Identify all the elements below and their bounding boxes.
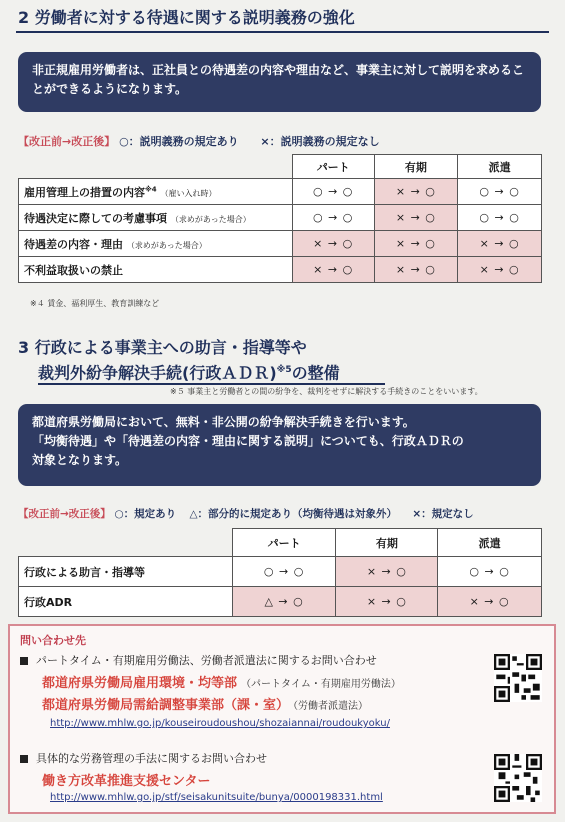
row-label: 行政による助言・指導等: [19, 557, 233, 587]
contact-org-1: 都道府県労働局雇用環境・均等部 （パートタイム・有期雇用労働法）: [42, 676, 401, 691]
section2-table: [18, 154, 542, 283]
table-cell: △ → ○: [232, 587, 336, 617]
section2-legend: [18, 133, 380, 149]
col-header-haken: 派遣: [458, 155, 542, 179]
legend-bracket: 【改正前→改正後】: [18, 508, 111, 520]
section2-summary-box: 非正規雇用労働者は、正社員との待遇差の内容や理由など、事業主に対して説明を求めることができるようになります。: [18, 52, 541, 112]
table-cell: × → ○: [336, 557, 438, 587]
row-label: 不利益取扱いの禁止: [19, 257, 293, 283]
footnote-4: ※４ 賃金、福利厚生、教育訓練など: [30, 299, 160, 308]
table-cell: × → ○: [374, 231, 458, 257]
section2-title: 2 労働者に対する待遇に関する説明義務の強化: [18, 8, 355, 27]
legend-bracket: 【改正前→改正後】: [18, 135, 116, 148]
contact-item-2: 具体的な労務管理の手法に関するお問い合わせ: [20, 750, 267, 766]
legend-mark-cross: ×：規定なし: [412, 508, 474, 520]
table-cell: ○ → ○: [458, 179, 542, 205]
legend-mark-cross: ×：説明義務の規定なし: [260, 135, 380, 148]
contact-org-2: 都道府県労働局需給調整事業部（課・室） （労働者派遣法）: [42, 698, 369, 713]
bullet-square-icon: [20, 657, 28, 665]
contact-org-3: 働き方改革推進支援センター: [42, 774, 211, 789]
table-row: [19, 557, 542, 587]
table-row: [19, 231, 542, 257]
section3-summary-box: [18, 404, 541, 486]
col-header-part: パート: [292, 155, 374, 179]
qr-code-icon[interactable]: [494, 754, 542, 802]
row-label: 待遇差の内容・理由 （求めがあった場合）: [19, 231, 293, 257]
box-line: 対象となります。: [32, 453, 128, 467]
table-cell: ○ → ○: [438, 557, 542, 587]
qr-code-icon[interactable]: [494, 654, 542, 702]
contact-title: 問い合わせ先: [20, 634, 86, 647]
box-line: 都道府県労働局において、無料・非公開の紛争解決手続きを行います。: [32, 415, 415, 429]
col-header-yuki: 有期: [374, 155, 458, 179]
table-row: [19, 179, 542, 205]
section3-table: [18, 528, 542, 617]
contact-item-1: パートタイム・有期雇用労働法、労働者派遣法に関するお問い合わせ: [20, 652, 377, 668]
table-cell: × → ○: [336, 587, 438, 617]
legend-mark-triangle: △：部分的に規定あり（均衡待遇は対象外）: [189, 508, 398, 520]
table-cell: × → ○: [374, 179, 458, 205]
table-row: [19, 205, 542, 231]
col-header-haken: 派遣: [438, 529, 542, 557]
contact-link-2[interactable]: http://www.mhlw.go.jp/stf/seisakunitsuite/bunya/0000198331.html: [50, 792, 383, 803]
section2-underline: [16, 31, 549, 33]
table-cell: ○ → ○: [292, 179, 374, 205]
row-label: 待遇決定に際しての考慮事項 （求めがあった場合）: [19, 205, 293, 231]
section3-title-line2: 裁判外紛争解決手続(行政ＡＤＲ)$^{※5}$の整備: [38, 363, 340, 383]
table-cell: ○ → ○: [292, 205, 374, 231]
contact-box: [8, 624, 556, 814]
bullet-square-icon: [20, 755, 28, 763]
box-line: 「均衡待遇」や「待遇差の内容・理由に関する説明」についても、行政ＡＤＲの: [32, 434, 464, 448]
contact-link-1[interactable]: http://www.mhlw.go.jp/kouseiroudoushou/shozaiannai/roudoukyoku/: [50, 718, 390, 729]
col-header-yuki: 有期: [336, 529, 438, 557]
table-cell: × → ○: [458, 257, 542, 283]
table-cell: ○ → ○: [232, 557, 336, 587]
table-cell: × → ○: [292, 231, 374, 257]
table-row: [19, 257, 542, 283]
table-cell: × → ○: [374, 205, 458, 231]
table-cell: × → ○: [292, 257, 374, 283]
table-cell: ○ → ○: [458, 205, 542, 231]
legend-mark-circle: ○：説明義務の規定あり: [119, 135, 239, 148]
table-cell: × → ○: [374, 257, 458, 283]
legend-mark-circle: ○：規定あり: [114, 508, 177, 520]
section3-underline: [38, 383, 385, 385]
row-label: 雇用管理上の措置の内容$^{※4}$ （雇い入れ時）: [19, 179, 293, 205]
table-row: [19, 587, 542, 617]
section3-title-line1: 3 行政による事業主への助言・指導等や: [18, 338, 307, 357]
table-cell: × → ○: [438, 587, 542, 617]
footnote-5: ※５ 事業主と労働者との間の紛争を、裁判をせずに解決する手続きのことをいいます。: [170, 387, 483, 396]
section3-legend: [18, 506, 474, 521]
col-header-part: パート: [232, 529, 336, 557]
table-cell: × → ○: [458, 231, 542, 257]
row-label: 行政ADR: [19, 587, 233, 617]
